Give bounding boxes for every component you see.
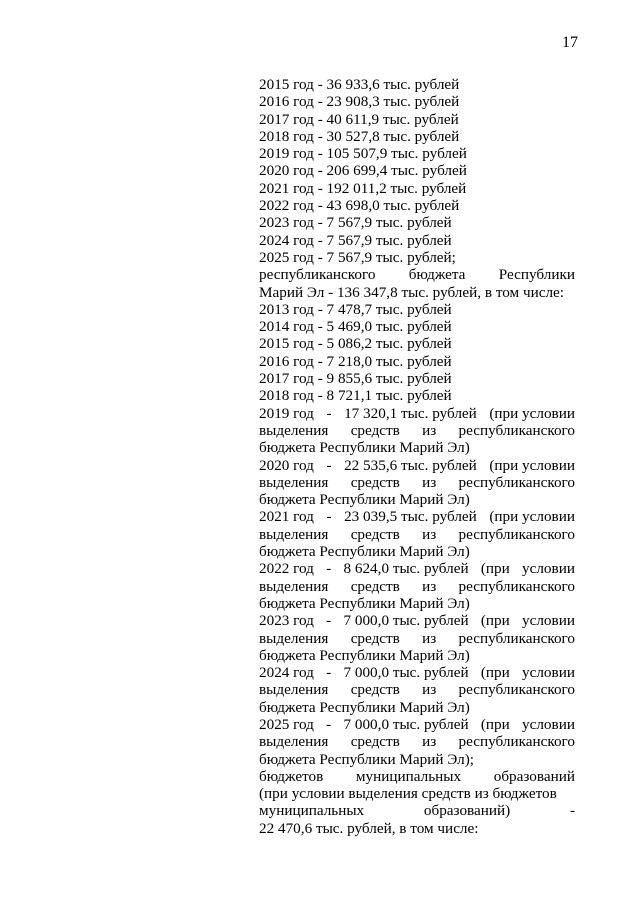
word: - [326,456,332,474]
year-line [259,612,575,629]
word: (при условии [489,508,575,526]
year-line [259,560,575,577]
justified-line [259,630,575,647]
word: 23 039,5 тыс. рублей [344,508,477,526]
word: 2023 год [259,612,314,630]
page-number: 17 [562,34,578,51]
word: республиканского [458,681,575,699]
text-line: бюджета Республики Марий Эл) [259,439,470,457]
word: республиканского [458,629,575,647]
word: из [422,473,437,491]
text-line: 2018 год - 8 721,1 тыс. рублей [259,387,452,405]
text-line: 2017 год - 9 855,6 тыс. рублей [259,370,452,388]
word: средств [350,733,400,751]
word: (при [480,560,510,578]
document-body [259,76,575,837]
conditional-year-block [259,457,575,509]
word: - [326,664,332,682]
word: средств [350,629,400,647]
text-line: 2024 год - 7 567,9 тыс. рублей [259,231,452,249]
word: из [422,577,437,595]
word: - [326,715,332,733]
text-line: 2016 год - 7 218,0 тыс. рублей [259,352,452,370]
text-line: 2019 год - 105 507,9 тыс. рублей [259,145,467,163]
word: выделения [259,525,329,543]
word: - [326,612,332,630]
word: республиканского [458,421,575,439]
text-line: 2021 год - 192 011,2 тыс. рублей [259,179,467,197]
justified-line [259,474,575,491]
word: из [422,525,437,543]
word: 2025 год [259,715,314,733]
municipal-line [259,768,575,785]
text-line: бюджета Республики Марий Эл) [259,646,470,664]
word: средств [350,421,400,439]
conditional-year-block [259,405,575,457]
word: республиканского [259,266,376,284]
word: - [326,560,332,578]
justified-line [259,681,575,698]
justified-line [259,733,575,750]
word: бюджета [408,266,466,284]
word: республиканского [458,473,575,491]
word: из [422,733,437,751]
text-line: бюджета Республики Марий Эл) [259,698,470,716]
year-line [259,664,575,681]
text-line: (при условии выделения средств из бюджетов [259,785,557,803]
word: 7 000,0 тыс. рублей [343,664,469,682]
word: муниципальных [355,767,462,785]
word: средств [350,525,400,543]
word: выделения [259,681,329,699]
text-line: 2015 год - 5 086,2 тыс. рублей [259,335,452,353]
word: 2024 год [259,664,314,682]
word: условии [522,664,575,682]
text-line: 2018 год - 30 527,8 тыс. рублей [259,127,460,145]
text-line: 22 470,6 тыс. рублей, в том числе: [259,819,479,837]
word: из [422,421,437,439]
word: средств [350,577,400,595]
text-line: Марий Эл - 136 347,8 тыс. рублей, в том числе: [259,283,565,301]
word: выделения [259,473,329,491]
word: - [326,404,332,422]
text-line: бюджета Республики Марий Эл) [259,491,470,509]
text-line: 2023 год - 7 567,9 тыс. рублей [259,214,452,232]
word: 2020 год [259,456,314,474]
word: выделения [259,421,329,439]
word: 7 000,0 тыс. рублей [343,612,469,630]
word: образований) [423,802,511,820]
word: - [569,802,575,820]
word: (при [480,664,510,682]
word: - [326,508,332,526]
justified-line [259,422,575,439]
word: средств [350,473,400,491]
conditional-year-block [259,716,575,768]
word: 2019 год [259,404,314,422]
text-line: 2013 год - 7 478,7 тыс. рублей [259,300,452,318]
word: выделения [259,733,329,751]
text-line: 2017 год - 40 611,9 тыс. рублей [259,110,459,128]
justified-line [259,578,575,595]
text-line: 2020 год - 206 699,4 тыс. рублей [259,162,467,180]
conditional-year-block [259,664,575,716]
word: (при [480,715,510,733]
year-line [259,716,575,733]
text-line: бюджета Республики Марий Эл) [259,543,470,561]
word: образований [493,767,575,785]
text-line: 2014 год - 5 469,0 тыс. рублей [259,318,452,336]
word: республиканского [458,577,575,595]
word: средств [350,681,400,699]
word: республиканского [458,733,575,751]
word: из [422,681,437,699]
text-line: бюджета Республики Марий Эл); [259,750,474,768]
word: 8 624,0 тыс. рублей [343,560,469,578]
conditional-year-block [259,508,575,560]
word: (при условии [489,404,575,422]
word: условии [522,612,575,630]
word: (при условии [489,456,575,474]
year-line [259,508,575,525]
word: муниципальных [259,802,365,820]
word: Республики [498,266,575,284]
text-line: 2016 год - 23 908,3 тыс. рублей [259,93,460,111]
text-line: 2025 год - 7 567,9 тыс. рублей; [259,248,456,266]
word: бюджетов [259,767,324,785]
word: республиканского [458,525,575,543]
conditional-year-block [259,612,575,664]
word: 17 320,1 тыс. рублей [344,404,477,422]
word: 2021 год [259,508,314,526]
justified-line [259,526,575,543]
word: выделения [259,629,329,647]
word: из [422,629,437,647]
word: (при [480,612,510,630]
year-line [259,457,575,474]
conditional-year-block [259,560,575,612]
municipal-line [259,802,575,819]
republic-budget-line [259,266,575,283]
word: 22 535,6 тыс. рублей [344,456,477,474]
word: условии [522,560,575,578]
word: условии [522,715,575,733]
word: 2022 год [259,560,314,578]
year-line [259,405,575,422]
text-line: бюджета Республики Марий Эл) [259,594,470,612]
text-line: 2022 год - 43 698,0 тыс. рублей [259,197,460,215]
word: 7 000,0 тыс. рублей [343,715,469,733]
text-line: 2015 год - 36 933,6 тыс. рублей [259,76,460,93]
word: выделения [259,577,329,595]
